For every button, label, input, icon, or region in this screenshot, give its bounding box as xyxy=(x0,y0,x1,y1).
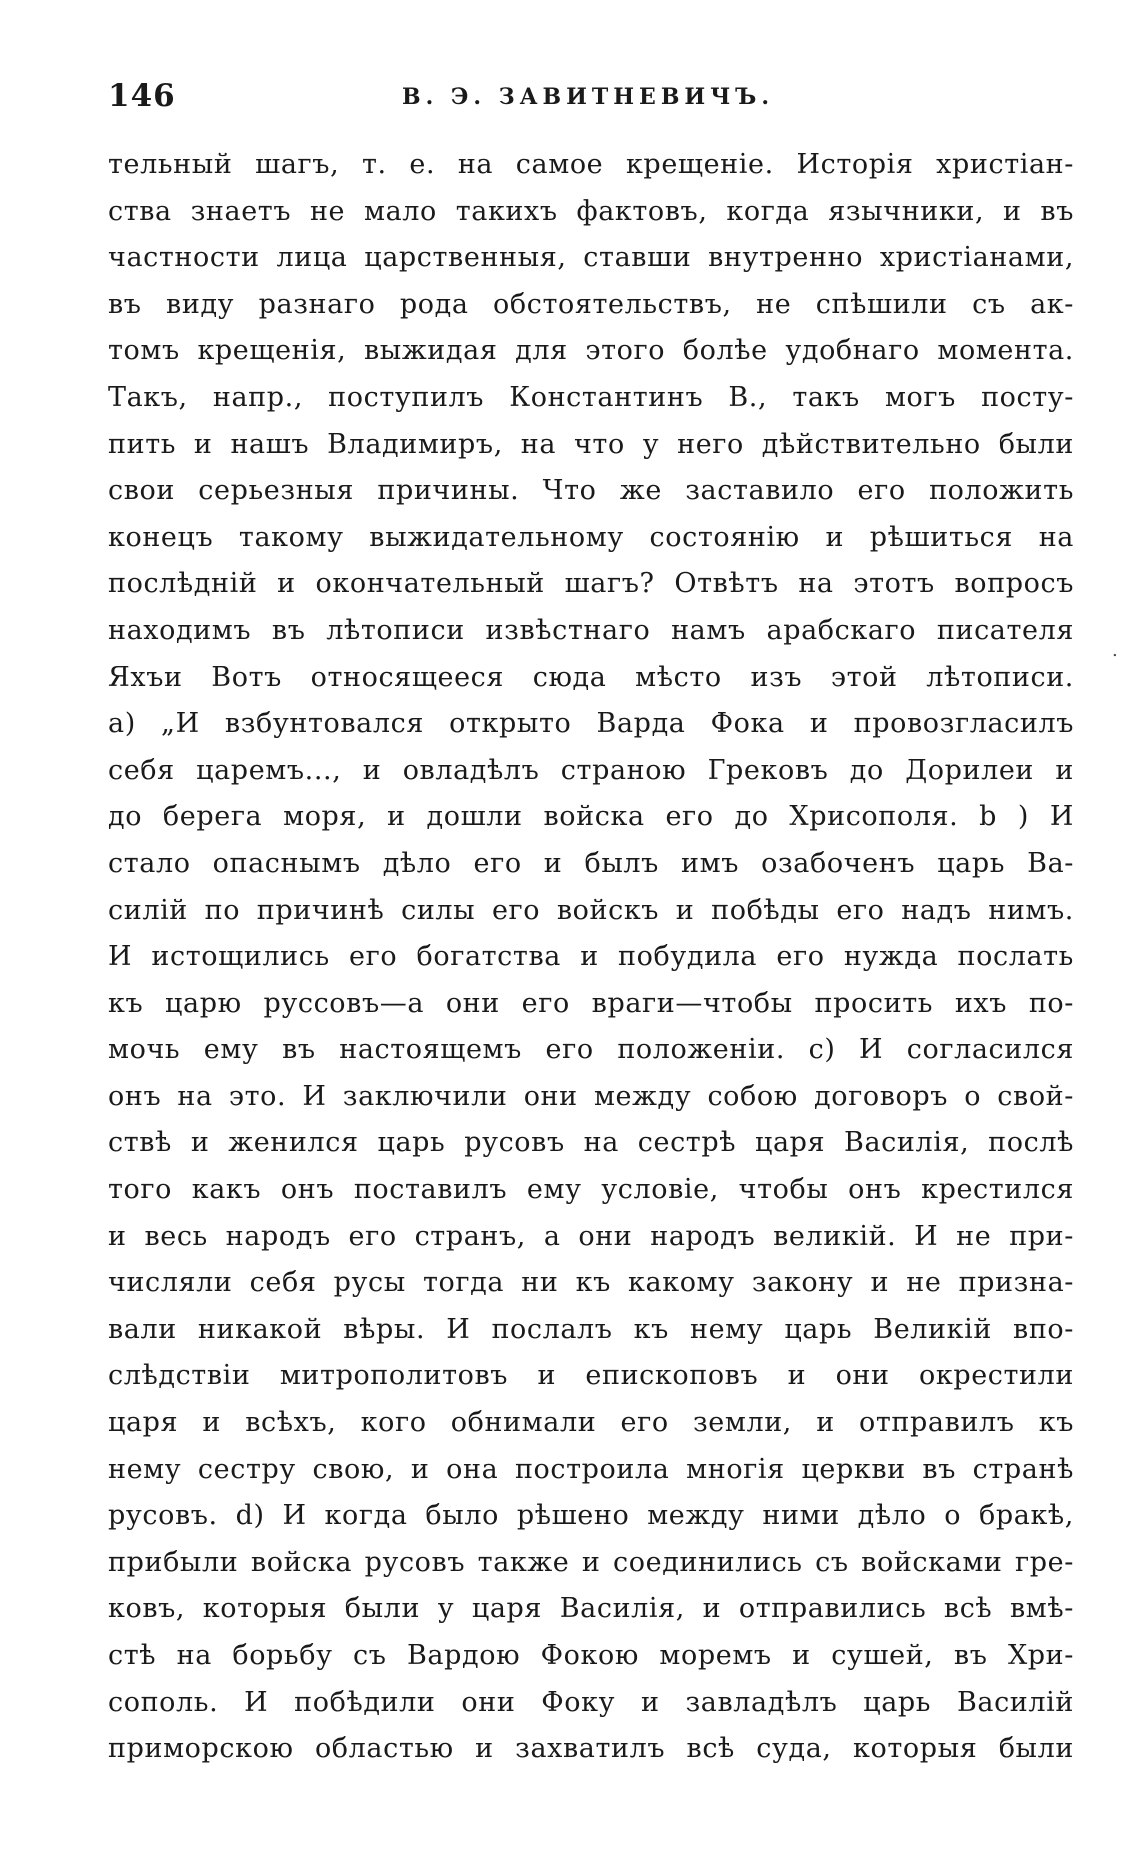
text-line: Такъ, напр., поступилъ Константинъ В., такъ могъ посту- xyxy=(108,381,1074,413)
text-line: ковъ, которыя были у царя Василія, и отправились всѣ вмѣ- xyxy=(108,1593,1074,1625)
text-line: слѣдствіи митрополитовъ и епископовъ и они окрестили xyxy=(108,1360,1074,1392)
page-number: 146 xyxy=(108,78,176,114)
running-head: В. Э. ЗАВИТНЕВИЧЪ. xyxy=(402,84,774,110)
text-line: прибыли войска русовъ также и соединились съ войсками гре- xyxy=(108,1546,1074,1578)
text-line: тельный шагъ, т. е. на самое крещеніе. Исторія христіан- xyxy=(108,149,1074,180)
text-line: того какъ онъ поставилъ ему условіе, чтобы онъ крестился xyxy=(108,1174,1074,1206)
text-line: къ царю руссовъ—а они его враги—чтобы просить ихъ по- xyxy=(108,987,1074,1019)
text-line: числяли себя русы тогда ни къ какому закону и не призна- xyxy=(108,1267,1074,1299)
text-line: мочь ему въ настоящемъ его положеніи. с) И согласился xyxy=(108,1034,1074,1066)
text-line: свои серьезныя причины. Что же заставило его положить xyxy=(108,475,1074,507)
text-line: русовъ. d) И когда было рѣшено между ними дѣло о бракѣ, xyxy=(108,1500,1074,1532)
text-line: вали никакой вѣры. И послалъ къ нему царь Великій впо- xyxy=(108,1313,1074,1345)
text-line: силій по причинѣ силы его войскъ и побѣды его надъ нимъ. xyxy=(108,894,1074,926)
text-line: до берега моря, и дошли войска его до Хрисополя. b ) И xyxy=(108,801,1074,833)
text-line: сополь. И побѣдили они Фоку и завладѣлъ царь Василій xyxy=(108,1686,1074,1718)
text-line: И истощились его богатства и побудила его нужда послать xyxy=(108,941,1074,973)
text-line: конецъ такому выжидательному состоянію и рѣшиться на xyxy=(108,521,1074,553)
text-line: стѣ на борьбу съ Вардою Фокою моремъ и сушей, въ Хри- xyxy=(108,1640,1074,1671)
text-line: въ виду разнаго рода обстоятельствъ, не спѣшили съ ак- xyxy=(108,288,1074,320)
text-line: пить и нашъ Владимиръ, на что у него дѣйствительно были xyxy=(108,428,1074,460)
stray-mark: . xyxy=(1112,640,1118,661)
text-line: и весь народъ его странъ, а они народъ великій. И не при- xyxy=(108,1220,1074,1252)
text-line: находимъ въ лѣтописи извѣстнаго намъ арабскаго писателя xyxy=(108,614,1074,646)
text-line: ствѣ и женился царь русовъ на сестрѣ царя Василія, послѣ xyxy=(108,1127,1074,1159)
text-line: Яхъи Вотъ относящееся сюда мѣсто изъ этой лѣтописи. xyxy=(108,661,1074,693)
text-line: стало опаснымъ дѣло его и былъ имъ озабоченъ царь Ва- xyxy=(108,847,1074,879)
text-line: ства знаетъ не мало такихъ фактовъ, когда язычники, и въ xyxy=(108,195,1074,227)
text-line: себя царемъ..., и овладѣлъ страною Грековъ до Дорилеи и xyxy=(108,754,1074,786)
text-line: нему сестру свою, и она построила многія церкви въ странѣ xyxy=(108,1453,1074,1485)
text-line: а) „И взбунтовался открыто Варда Фока и провозгласилъ xyxy=(108,708,1074,740)
text-line: царя и всѣхъ, кого обнимали его земли, и отправилъ къ xyxy=(108,1407,1074,1439)
page-header xyxy=(108,78,1068,128)
text-line: томъ крещенія, выжидая для этого болѣе удобнаго момента. xyxy=(108,335,1074,367)
body-text xyxy=(108,142,1074,1773)
text-line: онъ на это. И заключили они между собою договоръ о свой- xyxy=(108,1080,1074,1112)
text-line: частности лица царственныя, ставши внутренно христіанами, xyxy=(108,242,1074,274)
text-line: послѣдній и окончательный шагъ? Отвѣтъ на этотъ вопросъ xyxy=(108,568,1074,600)
text-line: приморскою областью и захватилъ всѣ суда, которыя были xyxy=(108,1733,1074,1765)
